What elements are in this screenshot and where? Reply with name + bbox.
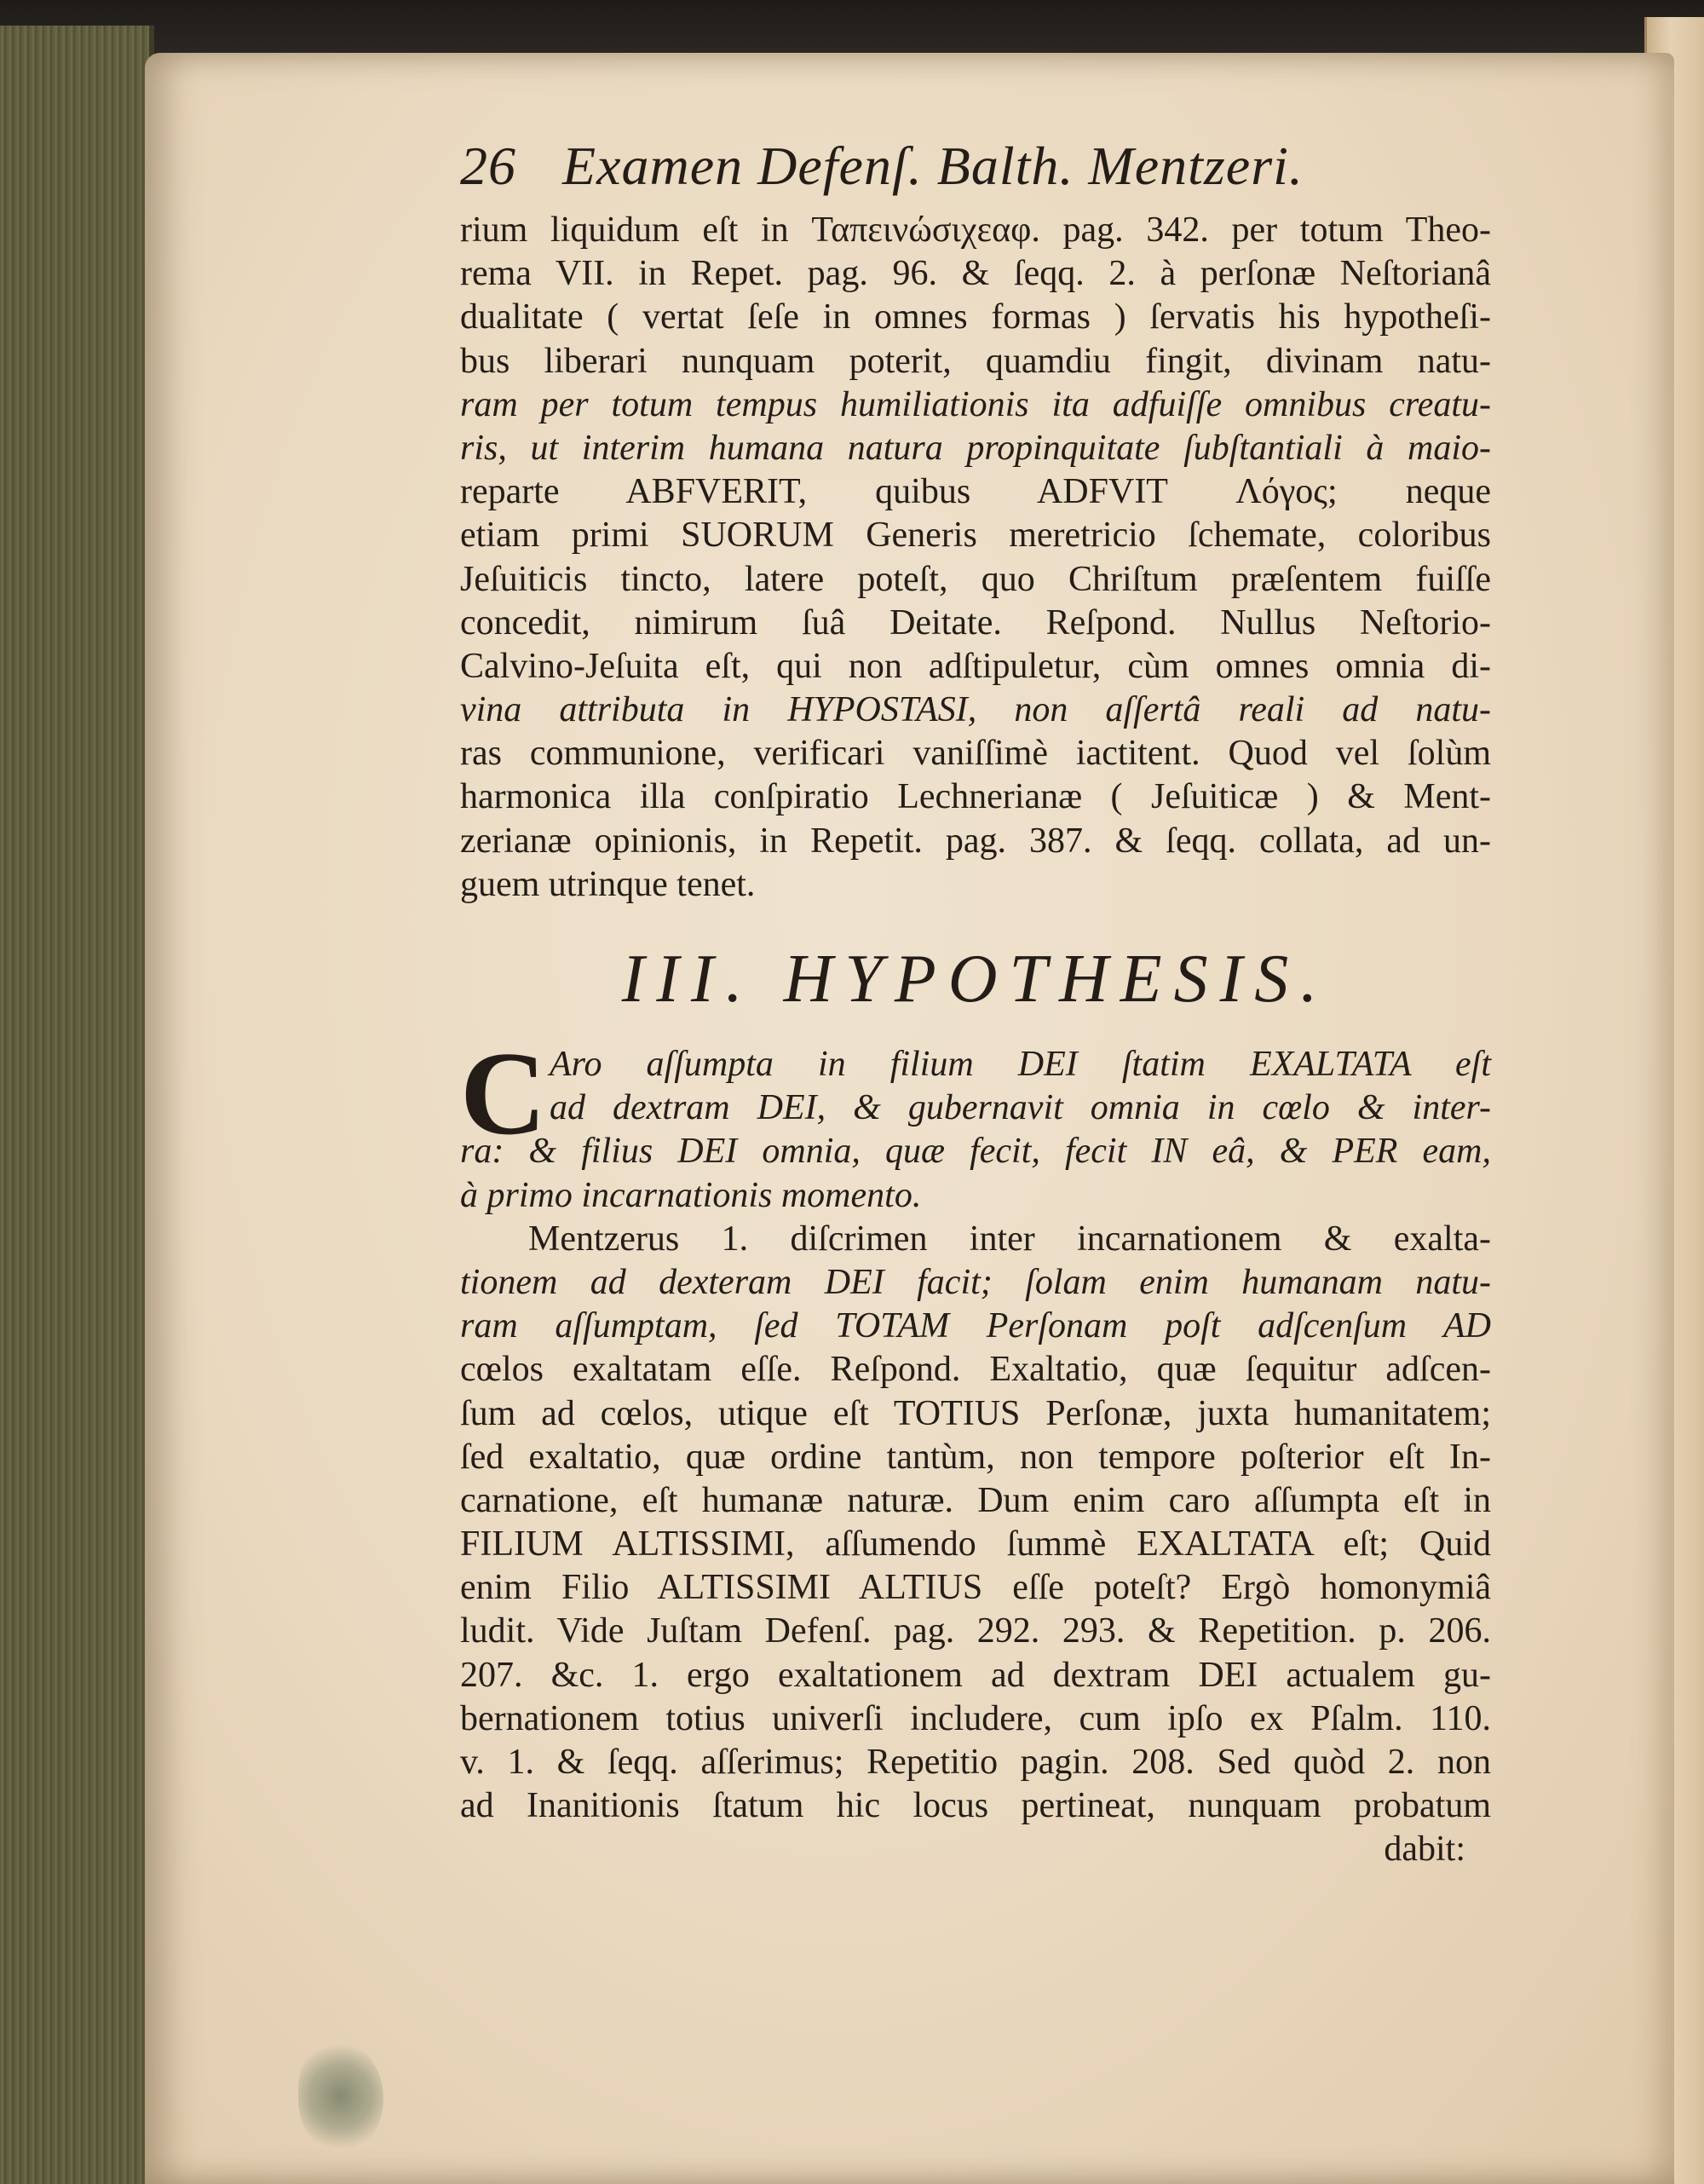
text-line: ad Inanitionis ſtatum hic locus pertineat, nunquam probatum — [460, 1786, 1491, 1826]
text-line: 207. &c. 1. ergo exaltationem ad dextram DEI actualem gu- — [460, 1655, 1491, 1695]
text-line: guem utrinque tenet. — [460, 864, 756, 904]
paragraph-1 — [460, 209, 1491, 907]
scan-background — [0, 0, 1704, 60]
text-line: v. 1. & ſeqq. aſſerimus; Repetitio pagin. 208. Sed quòd 2. non — [460, 1743, 1491, 1782]
text-line: etiam primi SUORUM Generis meretricio ſchemate, coloribus — [460, 516, 1491, 556]
text-line: rema VII. in Repet. pag. 96. & ſeqq. 2. à perſonæ Neſtorianâ — [460, 254, 1491, 294]
page-number: 26 — [460, 135, 516, 196]
page-stain — [298, 2041, 383, 2152]
text-line: vina attributa in HYPOSTASI, non aſſertâ reali ad natu- — [460, 690, 1491, 730]
text-line: tionem ad dexteram DEI facit; ſolam enim humanam natu- — [460, 1262, 1491, 1302]
text-line: zerianæ opinionis, in Repetit. pag. 387. & ſeqq. collata, ad un- — [460, 821, 1491, 861]
text-line: ſum ad cœlos, utique eſt TOTIUS Perſonæ, juxta humanitatem; — [460, 1393, 1491, 1433]
running-head — [460, 128, 1491, 209]
text-line: harmonica illa conſpiratio Lechnerianæ ( Jeſuiticæ ) & Ment- — [460, 777, 1491, 817]
running-title: Examen Defenſ. Balth. Mentzeri. — [562, 135, 1304, 196]
text-line: ra: & filius DEI omnia, quæ fecit, fecit IN eâ, & PER eam, — [460, 1132, 1491, 1172]
text-line: ram aſſumptam, ſed TOTAM Perſonam poſt adſcenſum AD — [460, 1306, 1491, 1346]
text-line: Jeſuiticis tincto, latere poteſt, quo Chriſtum præſentem fuiſſe — [460, 559, 1491, 599]
text-line: ſed exaltatio, quæ ordine tantùm, non tempore poſterior eſt In- — [460, 1437, 1491, 1477]
text-line: FILIUM ALTISSIMI, aſſumendo ſummè EXALTATA eſt; Quid — [460, 1524, 1491, 1565]
text-line: cœlos exaltatam eſſe. Reſpond. Exaltatio, quæ ſequitur adſcen- — [460, 1350, 1491, 1390]
hypothesis-heading: III. HYPOTHESIS. — [621, 942, 1330, 1017]
text-line: ris, ut interim humana natura propinquitate ſubſtantiali à maio- — [460, 428, 1491, 468]
text-line: ras communione, verificari vaniſſimè iactitent. Quod vel ſolùm — [460, 734, 1491, 774]
text-line: Calvino-Jeſuita eſt, qui non adſtipuletur, cùm omnes omnia di- — [460, 646, 1491, 686]
catchword: dabit: — [1384, 1830, 1465, 1870]
text-line: dualitate ( vertat ſeſe in omnes formas ) ſervatis his hypotheſi- — [460, 297, 1491, 337]
text-line: ad dextram DEI, & gubernavit omnia in cœlo & inter- — [550, 1088, 1491, 1128]
text-line: carnatione, eſt humanæ naturæ. Dum enim caro aſſumpta eſt in — [460, 1480, 1491, 1520]
text-line: reparte ABFVERIT, quibus ADFVIT Λόγος; neque — [460, 472, 1491, 512]
drop-cap: C — [460, 1028, 547, 1160]
text-line: Aro aſſumpta in filium DEI ſtatim EXALTATA eſt — [550, 1045, 1491, 1084]
text-line: concedit, nimirum ſuâ Deitate. Reſpond. Nullus Neſtorio- — [460, 602, 1491, 643]
text-line: à primo incarnationis momento. — [460, 1175, 922, 1215]
paragraph-2 — [460, 1218, 1491, 1872]
book-fore-edge — [0, 26, 154, 2184]
text-line: enim Filio ALTISSIMI ALTIUS eſſe poteſt? Ergò homonymiâ — [460, 1568, 1491, 1608]
text-line: ram per totum tempus humiliationis ita adfuiſſe omnibus creatu- — [460, 384, 1491, 424]
text-column — [460, 128, 1491, 1872]
text-line: Mentzerus 1. diſcrimen inter incarnationem & exalta- — [528, 1219, 1491, 1259]
hypothesis-statement — [460, 1028, 1491, 1218]
text-line: bernationem totius univerſi includere, cum ipſo ex Pſalm. 110. — [460, 1698, 1491, 1738]
text-line: ludit. Vide Juſtam Defenſ. pag. 292. 293. & Repetition. p. 206. — [460, 1611, 1491, 1651]
text-line: rium liquidum eſt in Ταπεινώσιχεαφ. pag. 342. per totum Theo- — [460, 210, 1491, 250]
text-line: bus liberari nunquam poterit, quamdiu fingit, divinam natu- — [460, 341, 1491, 381]
